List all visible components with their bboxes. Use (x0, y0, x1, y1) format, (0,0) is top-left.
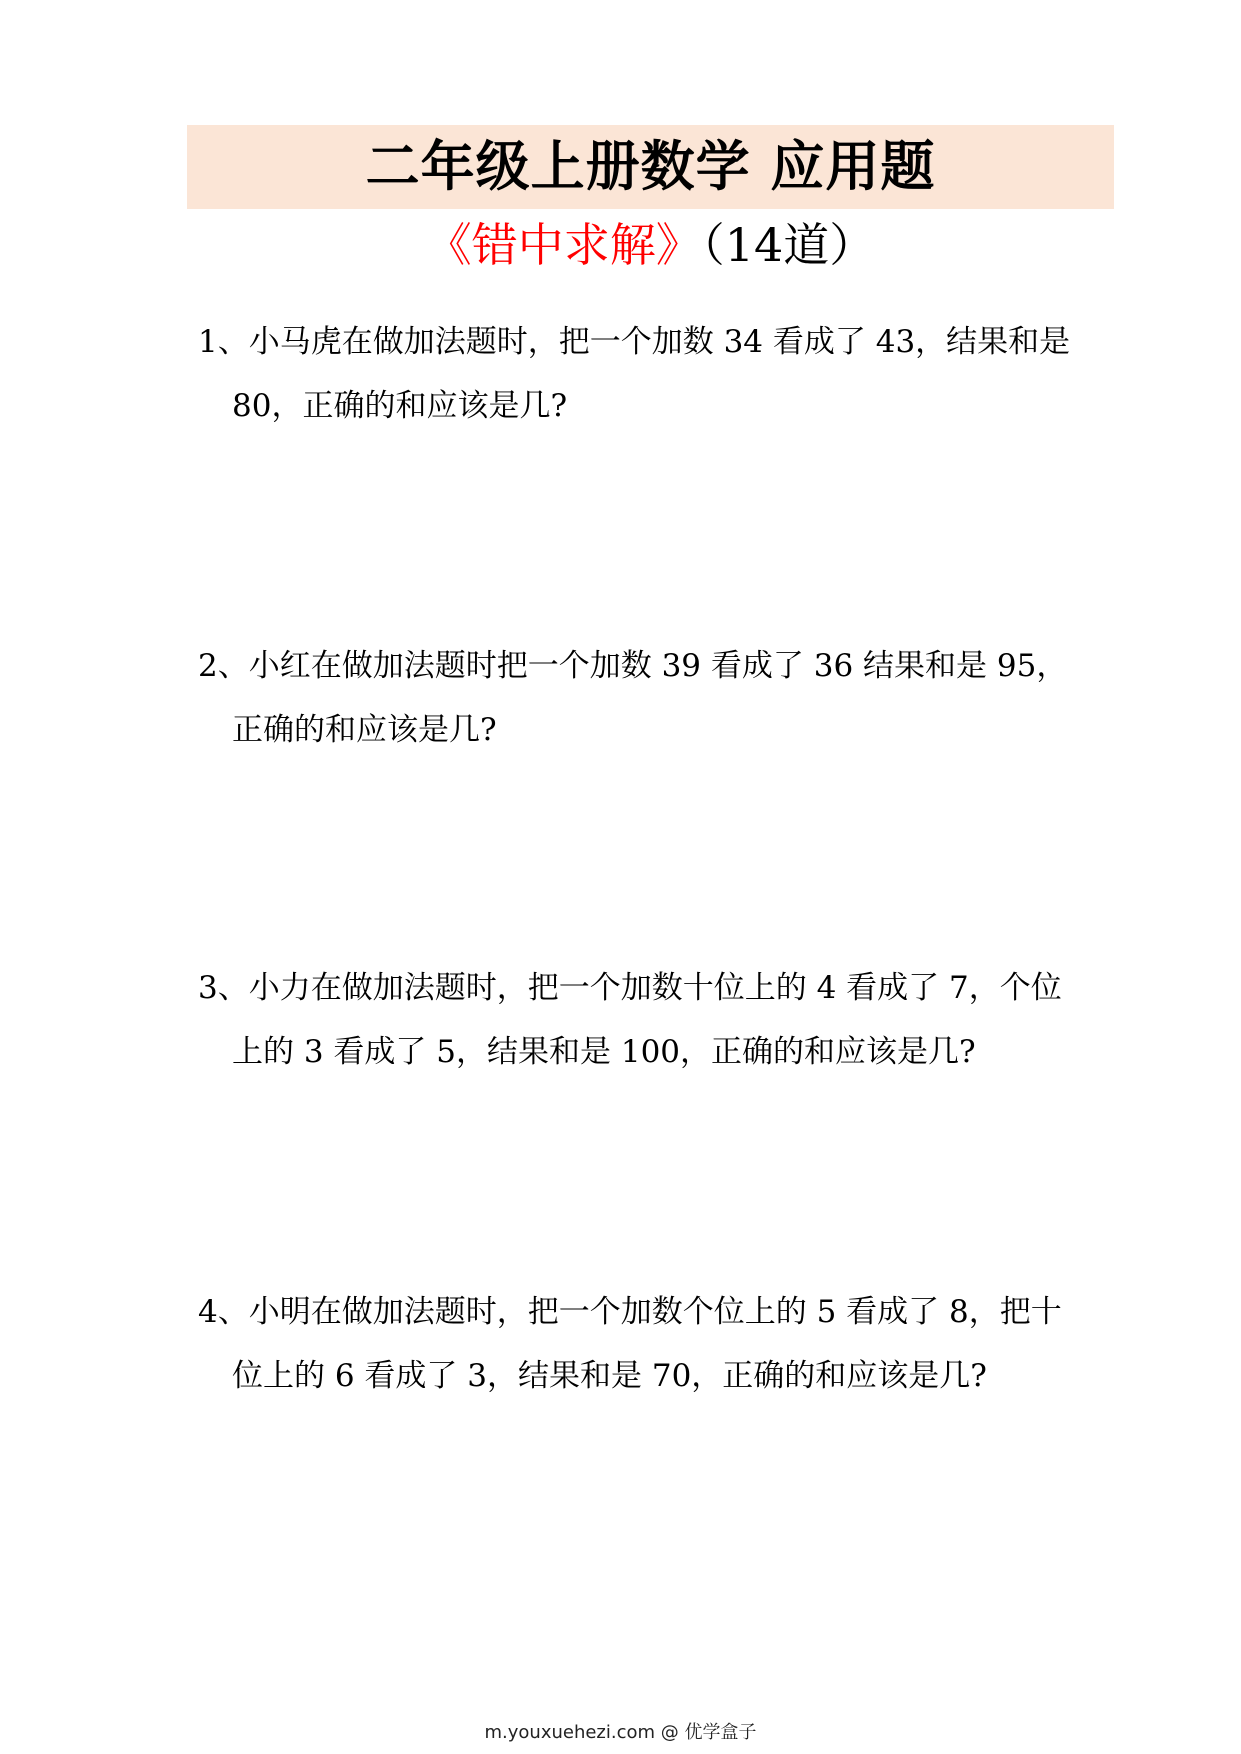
question-text-line1: 3、小力在做加法题时，把一个加数十位上的 4 看成了 7，个位 (198, 970, 1062, 1006)
question-text-line2: 位上的 6 看成了 3，结果和是 70，正确的和应该是几? (232, 1358, 987, 1394)
page-subtitle (187, 214, 1114, 276)
question-item (198, 634, 1118, 762)
question-text-line1: 4、小明在做加法题时，把一个加数个位上的 5 看成了 8，把十 (198, 1294, 1062, 1330)
subtitle-count: （14道） (701, 218, 876, 272)
question-text-line2: 80，正确的和应该是几? (232, 388, 568, 424)
subtitle-topic: 《错中求解》 (425, 218, 702, 272)
question-text-line2: 正确的和应该是几? (232, 712, 497, 748)
footer-watermark: m.youxuehezi.com @ 优学盒子 (484, 1722, 757, 1743)
question-text-line1: 1、小马虎在做加法题时，把一个加数 34 看成了 43，结果和是 (198, 324, 1071, 360)
page-title: 二年级上册数学 应用题 (365, 135, 936, 198)
question-text-line2: 上的 3 看成了 5，结果和是 100，正确的和应该是几? (232, 1034, 976, 1070)
question-item (198, 1280, 1118, 1408)
question-item (198, 956, 1118, 1084)
question-item (198, 310, 1118, 438)
question-text-line1: 2、小红在做加法题时把一个加数 39 看成了 36 结果和是 95， (198, 648, 1068, 684)
